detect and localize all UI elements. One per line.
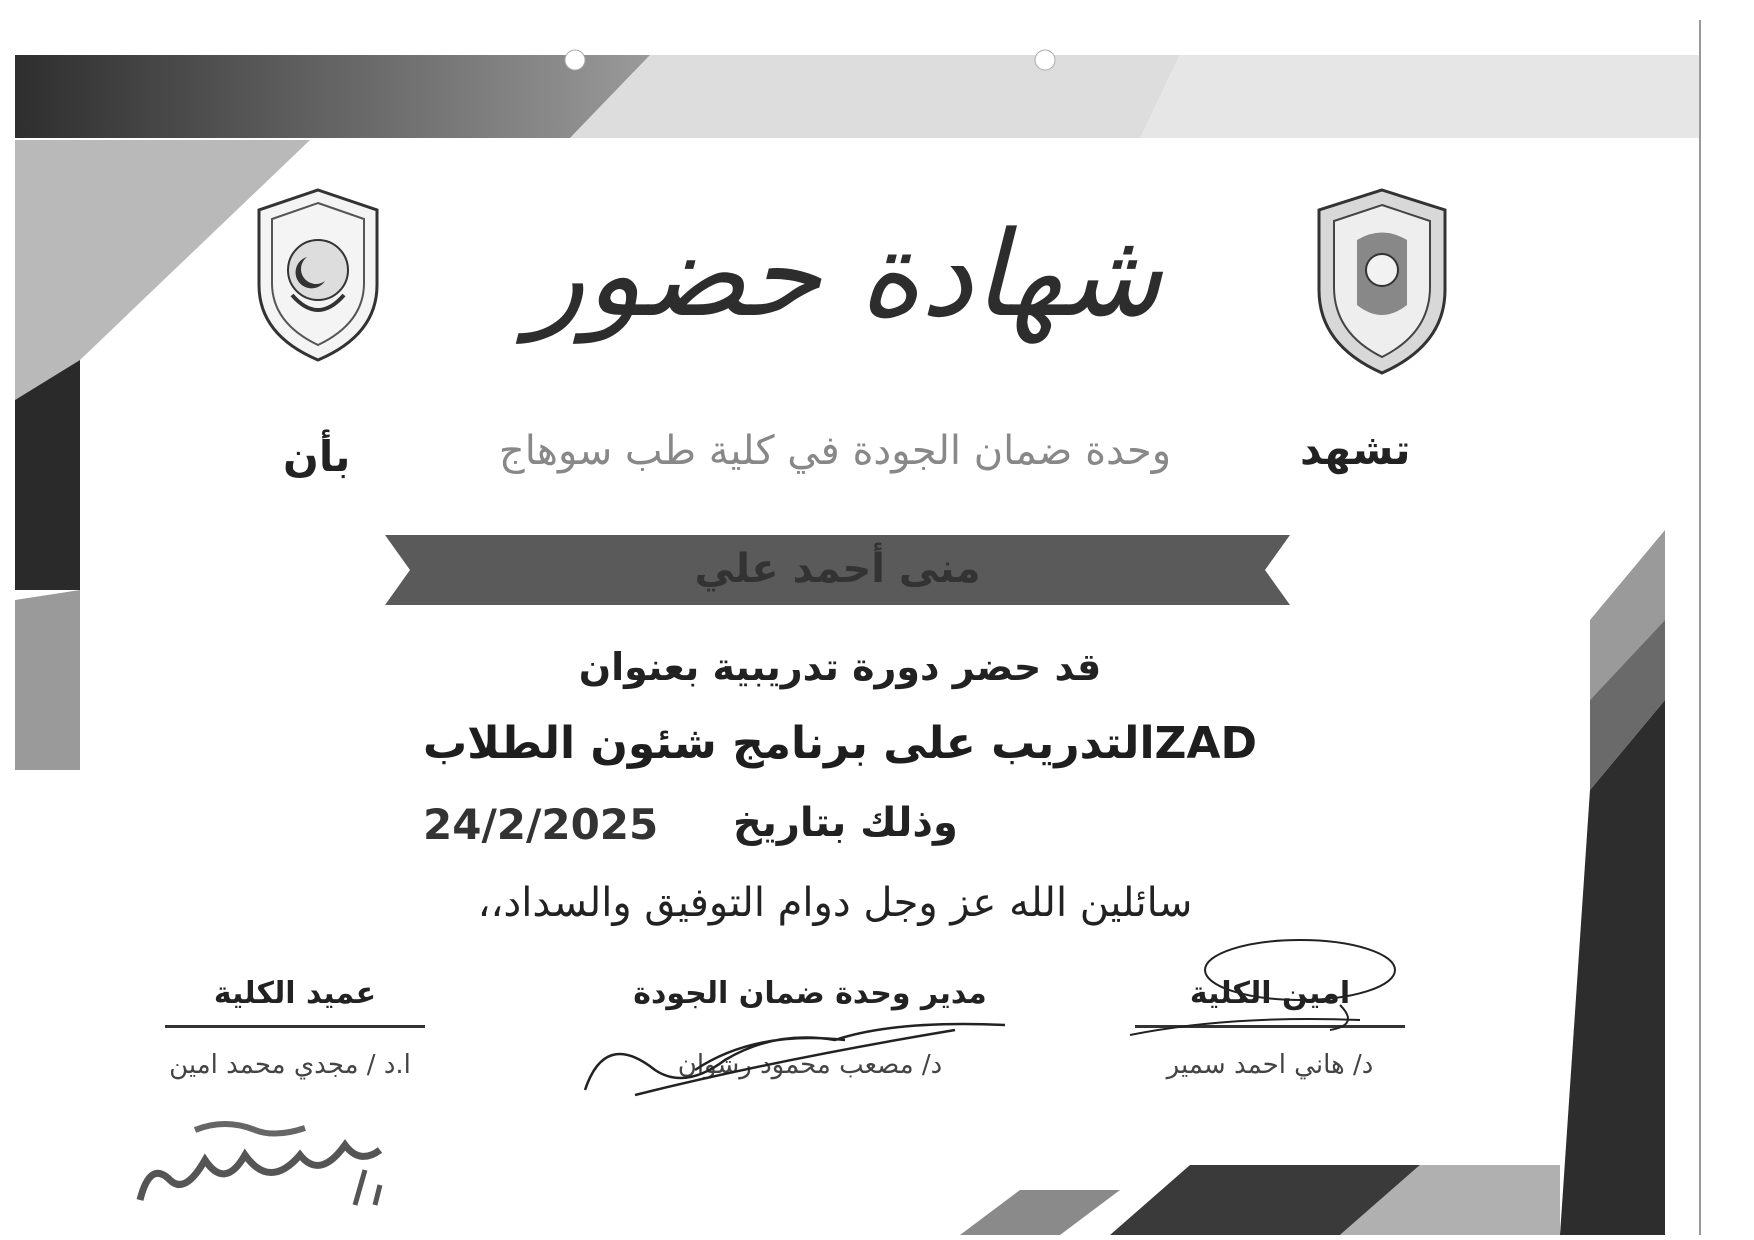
that-word: بأن	[283, 432, 351, 481]
stamp-icon	[125, 1115, 405, 1215]
top-right-band	[1140, 55, 1700, 138]
bottom-wedge-1	[960, 1190, 1120, 1235]
course-title: ZADالتدريب على برنامج شئون الطلاب	[422, 718, 1258, 769]
certificate-date: 24/2/2025	[423, 800, 659, 849]
signatory-3-name: ا.د / مجدي محمد امين	[169, 1050, 411, 1080]
signatory-1-name: د/ هاني احمد سمير	[1166, 1050, 1374, 1080]
signature-icon	[1110, 935, 1430, 1045]
faculty-emblem-icon	[252, 185, 384, 365]
university-emblem-icon	[1312, 185, 1452, 377]
signatory-1-title: امين الكلية	[1189, 976, 1351, 1011]
attended-line: قد حضر دورة تدريبية بعنوان	[578, 645, 1102, 689]
right-wedge-dark	[1560, 700, 1665, 1235]
closing-line: سائلين الله عز وجل دوام التوفيق والسداد،،	[477, 880, 1193, 926]
signatory-2-name: د/ مصعب محمود رشوان	[677, 1050, 943, 1080]
left-wedge-dark	[15, 360, 80, 590]
organization-name: وحدة ضمان الجودة في كلية طب سوهاج	[498, 428, 1172, 474]
top-left-band	[15, 55, 650, 138]
signatory-3-title: عميد الكلية	[213, 976, 377, 1011]
testifies-word: تشهد	[1300, 425, 1411, 474]
signatory-2-title: مدير وحدة ضمان الجودة	[633, 976, 987, 1011]
left-wedge-grey	[15, 590, 80, 770]
recipient-name: منى أحمد علي	[694, 546, 981, 592]
signatory-3-line	[165, 1025, 425, 1028]
date-prefix: وذلك بتاريخ	[733, 800, 958, 846]
top-mid-band	[570, 55, 1180, 138]
certificate-title: شهادة حضور	[527, 205, 1163, 343]
signature-icon	[575, 1010, 1045, 1100]
